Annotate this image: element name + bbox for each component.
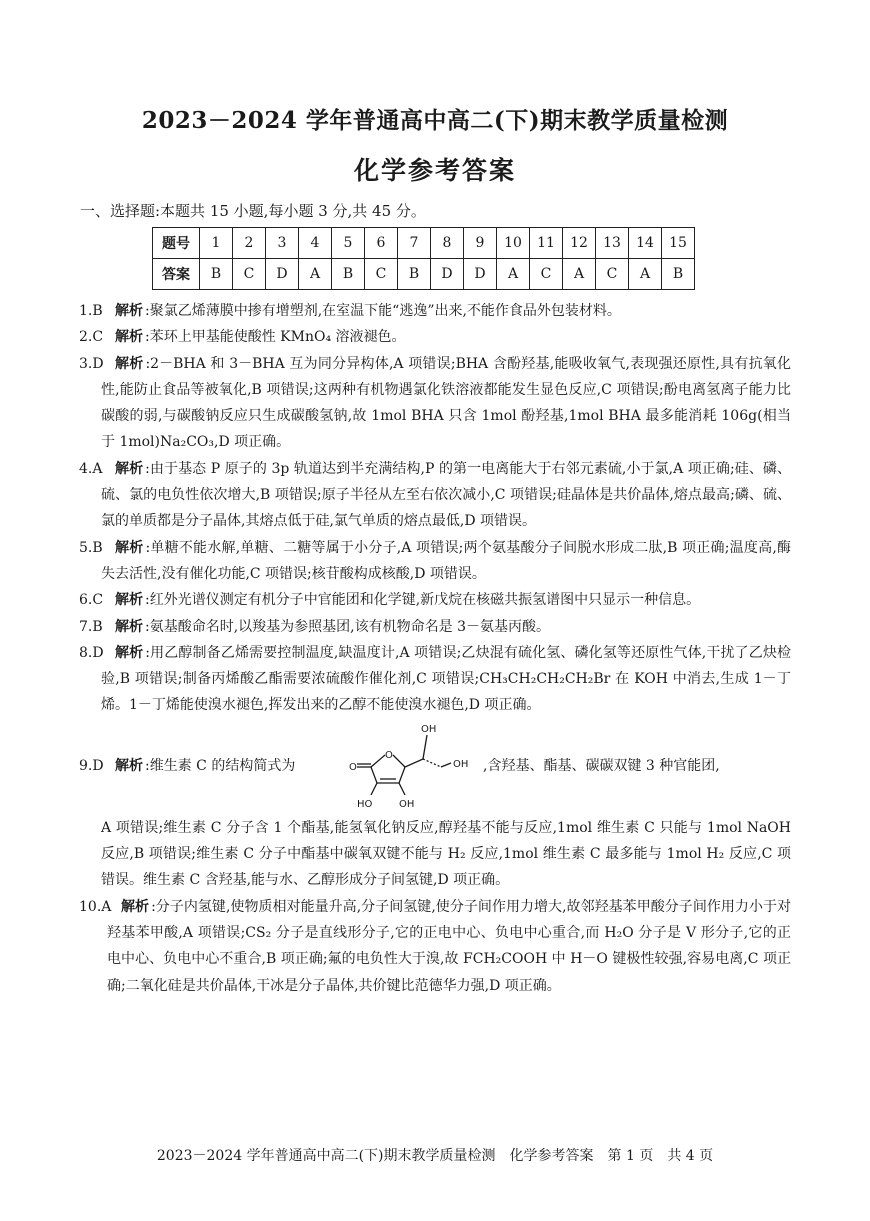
analysis-keyword: 解析 [115,757,143,774]
analysis-keyword: 解析 [115,303,143,319]
question-number-cell: 8 [431,228,464,259]
explanation-text: :2－BHA 和 3－BHA 互为同分异构体,A 项错误;BHA 含酚羟基,能吸收氧气,表现强还原性,具有抗氧化性,能防止食品等被氧化,B 项错误;这两种有机物遇氯化铁溶液都能发生显色反应,C 项错误;酚电离氢离子能力比碳酸的弱,与碳酸钠反应只生成碳酸氢钠,故 1mol BHA 只含 1mol 酚羟基,1mol BHA 最多能消耗 106g(相当于 1mol)Na₂CO₃,D 项正确。 [101,355,792,451]
ring-bond [393,755,405,767]
explanation-item-7 [79,614,791,640]
question-number-cell: 13 [596,228,629,259]
table-header-cell: 答案 [153,259,200,290]
enol-bond [399,783,405,795]
item-number: 6.C [79,592,104,609]
answer-cell: B [200,259,233,290]
explanation-text: :单糖不能水解,单糖、二糖等属于小分子,A 项错误;两个氨基酸分子间脱水形成二肽,B 项正确;温度高,酶失去活性,没有催化功能,C 项错误;核苷酸构成核酸,D 项错误。 [101,539,792,582]
explanation-item-6 [79,587,791,613]
explanation-text: :分子内氢键,使物质相对能量升高,分子间氢键,使分子间作用力增大,故邻羟基苯甲酸分子间作用力小于对羟基苯甲酸,A 项错误;CS₂ 分子是直线形分子,它的正电中心、负电中心重合,而 H₂O 分子是 V 形分子,它的正电中心、负电中心不重合,B 项正确;氟的电负性大于溴,故 FCH₂COOH 中 H－O 键极性较强,容易电离,C 项正确;二氧化硅是共价晶体,干冰是分子晶体,共价键比范德华力强,D 项正确。 [107,898,792,994]
answer-table-answer-row [153,259,695,290]
explanation-text: 解析 :维生素 C 的结构简式为 [115,757,296,774]
answer-cell: C [365,259,398,290]
vitamin-c-structure-diagram [341,721,481,813]
analysis-keyword: 解析 [115,539,144,556]
question-number-cell: 5 [332,228,365,259]
explanation-item-9-continued [79,815,791,894]
page-subtitle: 化学参考答案 [353,156,516,185]
answer-cell: D [464,259,497,290]
question-number-cell: 1 [200,228,233,259]
answer-table [152,227,695,290]
explanation-item-10 [79,894,791,999]
item-number: 1.B [79,303,103,319]
analysis-keyword: 解析 [115,460,144,477]
item-number: 2.C [79,329,104,346]
carbonyl-oxygen-label: O [349,761,357,773]
analysis-keyword: 解析 [115,355,144,372]
ring-oxygen-label: O [385,749,393,761]
side-chain-bond [423,759,441,767]
answer-cell: B [662,259,695,290]
answer-cell: A [497,259,530,290]
explanation-item-3 [79,351,791,456]
answer-cell: A [629,259,662,290]
hydroxyl-label-bottom: OH [399,798,415,810]
question-number-cell: 7 [398,228,431,259]
ring-bond [371,755,385,767]
explanation-item-1 [79,298,791,324]
item-number: 10.A [79,898,112,915]
hydroxyl-label-left: HO [357,798,373,810]
question-number-cell: 10 [497,228,530,259]
answer-cell: B [332,259,365,290]
explanation-item-9-structure [79,719,791,815]
side-chain-bond [405,759,423,767]
explanation-text: ,含羟基、酯基、碳碳双键 3 种官能团, [483,757,720,774]
answer-cell: D [431,259,464,290]
explanation-text: :苯环上甲基能使酸性 KMnO₄ 溶液褪色。 [145,329,406,346]
question-number-cell: 11 [530,228,563,259]
answer-cell: A [563,259,596,290]
analysis-keyword: 解析 [115,592,143,609]
question-number-cell: 6 [365,228,398,259]
answer-cell: B [398,259,431,290]
explanation-text: A 项错误;维生素 C 分子含 1 个酯基,能氢氧化钠反应,醇羟基不能与反应,1mol 维生素 C 只能与 1mol NaOH 反应,B 项错误;维生素 C 分子中酯基中碳氧双键不能与 H₂ 反应,1mol 维生素 C 最多能与 1mol H₂ 反应,C 项错误。维生素 C 含羟基,能与水、乙醇形成分子间氢键,D 项正确。 [101,819,791,889]
question-number-cell: 15 [662,228,695,259]
explanations-list [79,298,791,999]
page-footer: 2023－2024 学年普通高中高二(下)期末教学质量检测 化学参考答案 第 1 页 共 4 页 [156,1148,714,1164]
explanation-text: :聚氯乙烯薄膜中掺有增塑剂,在室温下能“逃逸”出来,不能作食品外包装材料。 [145,303,621,319]
answer-cell: C [233,259,266,290]
item-number: 4.A [79,460,103,477]
item-number: 8.D [79,644,104,661]
section-heading: 一、选择题:本题共 15 小题,每小题 3 分,共 45 分。 [80,202,426,220]
explanation-text: :氨基酸命名时,以羧基为参照基团,该有机物命名是 3－氨基丙酸。 [145,618,550,635]
hydroxyl-label-right: OH [453,758,469,770]
answer-cell: A [299,259,332,290]
answer-cell: C [530,259,563,290]
explanation-item-8 [79,640,791,719]
explanation-text: :红外光谱仪测定有机分子中官能团和化学键,新戊烷在核磁共振氢谱图中只显示一种信息。 [145,592,701,609]
answer-table-number-row [153,228,695,259]
explanation-item-2 [79,324,791,350]
explanation-text: :由于基态 P 原子的 3p 轨道达到半充满结构,P 的第一电离能大于右邻元素硫,小于氯,A 项正确;硅、磷、硫、氯的电负性依次增大,B 项错误;原子半径从左至右依次减小,C 项错误;硅晶体是共价晶体,熔点最高;磷、硫、氯的单质都是分子晶体,其熔点低于硅,氯气单质的熔点最低,D 项错误。 [101,460,791,530]
item-number: 9.D [79,757,104,774]
explanation-item-4 [79,456,791,535]
analysis-keyword: 解析 [115,329,143,346]
question-number-cell: 9 [464,228,497,259]
analysis-keyword: 解析 [115,644,144,661]
answer-cell: D [266,259,299,290]
analysis-keyword: 解析 [121,898,150,915]
item-number: 5.B [79,539,103,556]
analysis-keyword: 解析 [115,618,143,635]
question-number-cell: 4 [299,228,332,259]
item-number: 3.D [79,355,104,372]
side-chain-bond [441,763,451,767]
explanation-text: :用乙醇制备乙烯需要控制温度,缺温度计,A 项错误;乙炔混有硫化氢、磷化氢等还原性气体,干扰了乙炔检验,B 项错误;制备丙烯酸乙酯需要浓硫酸作催化剂,C 项错误;CH₃CH₂CH₂CH₂Br 在 KOH 中消去,生成 1－丁烯。1－丁烯能使溴水褪色,挥发出来的乙醇不能使溴水褪色,D 项正确。 [101,644,792,714]
question-number-cell: 3 [266,228,299,259]
side-chain-bond [423,735,427,759]
item-number: 7.B [79,618,103,635]
page-title: 2023－2024 学年普通高中高二(下)期末教学质量检测 [141,107,729,134]
enol-bond [371,783,377,795]
ring-bond [399,767,405,783]
question-number-cell: 14 [629,228,662,259]
question-number-cell: 12 [563,228,596,259]
table-header-cell: 题号 [153,228,200,259]
question-number-cell: 2 [233,228,266,259]
hydroxyl-label-top: OH [421,723,437,735]
explanation-item-5 [79,535,791,588]
ring-bond [371,767,377,783]
answer-cell: C [596,259,629,290]
